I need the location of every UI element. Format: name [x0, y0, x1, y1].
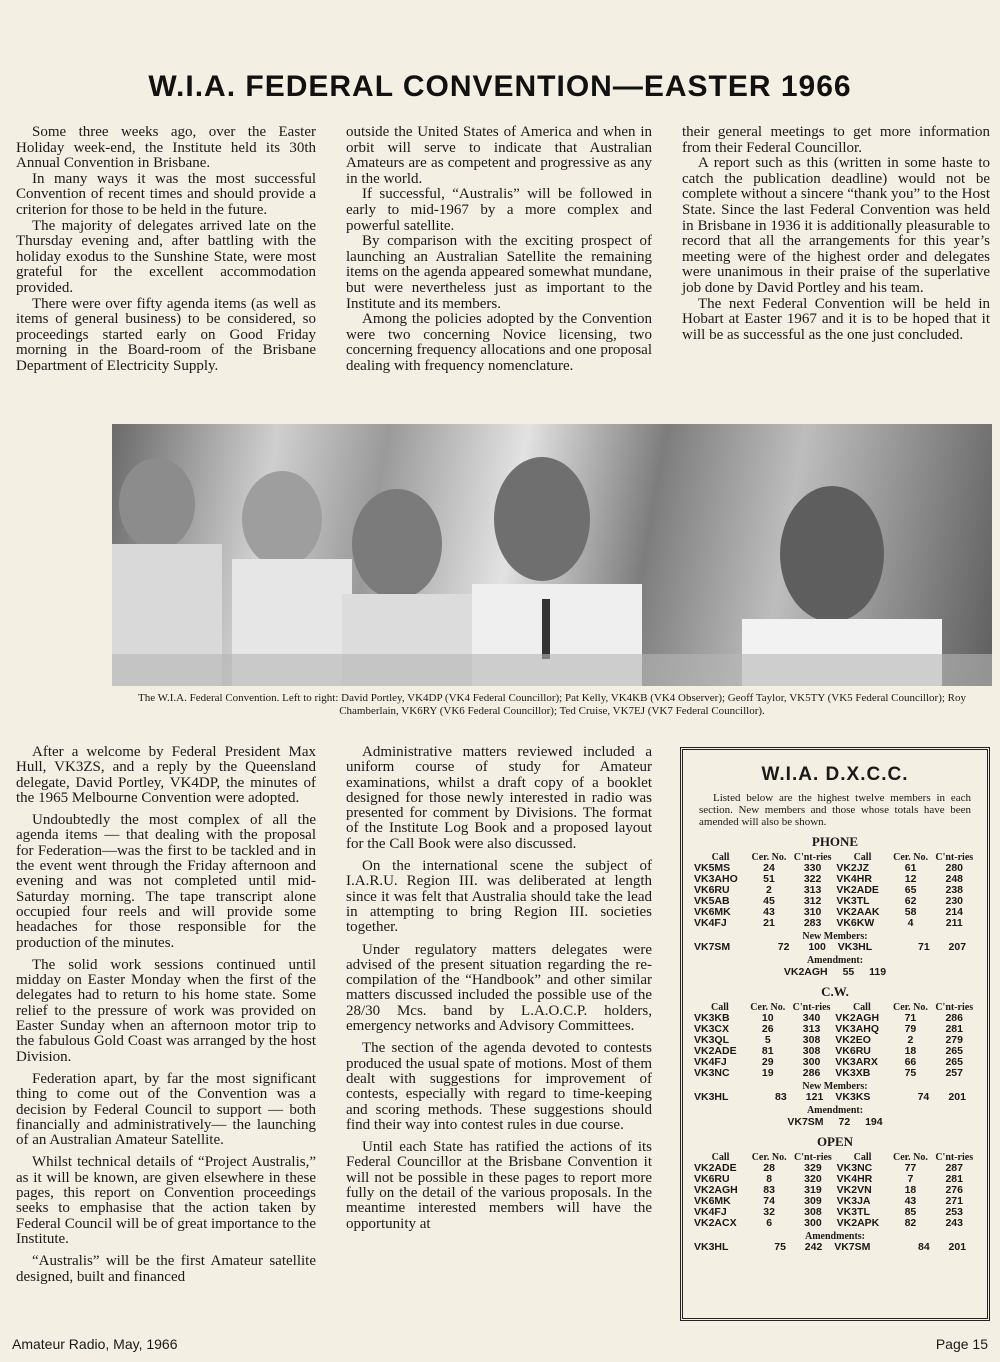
column-header: C'nt-ries: [935, 1002, 974, 1013]
section-heading-phone: PHONE: [811, 834, 859, 849]
table-cell: 21: [763, 917, 775, 929]
table-row: [693, 918, 977, 929]
table-cell: VK2VN: [836, 1184, 872, 1196]
column-header: Cer. No.: [893, 852, 929, 863]
table-cell: 253: [945, 1206, 963, 1218]
table-cell: 211: [945, 917, 963, 929]
table-cell: VK3HL: [694, 1091, 729, 1103]
table-cell: 5: [764, 1034, 771, 1046]
dxcc-box: [680, 747, 990, 1321]
phone-new-members: [693, 942, 977, 953]
cw-table: [693, 1002, 977, 1079]
paragraph: In many ways it was the most successful Convention of recent times and should provide a criterion for those to be held in the future.: [16, 170, 316, 218]
table-cell: VK3HL: [694, 1241, 729, 1253]
table-cell: VK2AGH: [694, 1184, 738, 1196]
paragraph: Federation apart, by far the most significant thing to come out of the Convention was a decision by Federal Council to support — both financially and administratively— the launching of an Australian Amateur Satellite.: [16, 1070, 316, 1149]
table-cell: VK3AHO: [694, 873, 738, 885]
table-cell: 322: [803, 873, 822, 885]
table-row: [693, 1196, 977, 1207]
amend-cert: 72: [838, 1116, 851, 1128]
footer-publication: Amateur Radio, May, 1966: [12, 1336, 178, 1352]
column-header: C'nt-ries: [935, 1152, 974, 1163]
open-rows: [693, 1163, 977, 1229]
table-cell: VK3NC: [836, 1162, 873, 1174]
table-cell: 279: [945, 1034, 963, 1046]
column-header: C'nt-ries: [794, 1152, 832, 1163]
table-cell: VK2JZ: [836, 862, 869, 874]
table-cell: VK2EO: [835, 1034, 871, 1046]
table-cell: VK4HR: [836, 1173, 873, 1185]
table-cell: 6: [766, 1217, 773, 1229]
table-cell: 84: [918, 1241, 930, 1253]
table-cell: 12: [904, 873, 917, 885]
table-cell: 18: [904, 1045, 917, 1057]
table-cell: VK3ARX: [835, 1056, 878, 1068]
table-cell: 77: [904, 1162, 917, 1174]
amend-call: VK7SM: [787, 1116, 824, 1128]
table-row: [693, 874, 977, 885]
table-cell: 75: [774, 1241, 786, 1253]
table-row: [693, 1218, 977, 1229]
table-cell: 313: [802, 1023, 821, 1035]
table-cell: 287: [945, 1162, 963, 1174]
table-cell: VK6MK: [694, 906, 731, 918]
table-cell: 340: [802, 1012, 821, 1024]
column-header: Call: [711, 852, 730, 863]
table-cell: 329: [804, 1162, 822, 1174]
bottom-column-2: [346, 745, 652, 1232]
column-header: Call: [853, 852, 872, 863]
table-cell: VK2ADE: [836, 884, 879, 896]
amendments-label: Amendments:: [805, 1231, 865, 1242]
table-cell: 58: [904, 906, 917, 918]
column-header: C'nt-ries: [793, 852, 832, 863]
table-cell: 238: [945, 884, 964, 896]
table-cell: VK3HL: [837, 941, 873, 953]
paragraph: After a welcome by Federal President Max Hull, VK3ZS, and a reply by the Queensland delegate, David Portley, VK4DP, the minutes of the 1965 Melbourne Convention were adopted.: [16, 744, 316, 806]
table-cell: 2: [907, 1034, 914, 1046]
table-cell: VK6MK: [694, 1195, 731, 1207]
table-row: [693, 942, 977, 953]
paragraph: Whilst technical details of “Project Australis,” as it will be known, are given elsewhere in these pages, this report on Convention proceedings seeks to emphasise that the action taken by Federal Council will be of great importance to the Institute.: [16, 1154, 316, 1247]
table-cell: 312: [803, 895, 822, 907]
new-members-label: New Members:: [802, 1081, 868, 1092]
section-heading-cw: C.W.: [821, 984, 849, 999]
phone-table: [693, 852, 977, 929]
table-cell: VK5AB: [694, 895, 730, 907]
table-cell: 71: [904, 1012, 917, 1024]
paragraph: Some three weeks ago, over the Easter Holiday week-end, the Institute held its 30th Annual Convention in Brisbane.: [16, 124, 316, 172]
table-cell: VK4FJ: [694, 1056, 727, 1068]
table-cell: 286: [945, 1012, 963, 1024]
table-cell: 201: [948, 1241, 967, 1253]
table-cell: VK2ADE: [694, 1045, 737, 1057]
table-cell: 265: [945, 1045, 963, 1057]
paragraph: The solid work sessions continued until midday on Easter Monday when the first of the delegates had to return to his home state. Some relief to the pressure of work was provided on Easter Sunday when an afternoon motor trip to the fabulous Gold Coast was arranged by the host Division.: [16, 956, 316, 1065]
table-row: [693, 1185, 977, 1196]
table-cell: 4: [907, 917, 914, 929]
table-cell: 43: [763, 906, 775, 918]
table-cell: 74: [763, 1195, 775, 1207]
column-header: C'nt-ries: [935, 852, 974, 863]
table-row: [693, 1092, 977, 1103]
table-cell: VK6RU: [694, 1173, 730, 1185]
table-cell: VK6RU: [694, 884, 730, 896]
paragraph: “Australis” will be the first Amateur satellite designed, built and financed: [16, 1253, 316, 1285]
table-cell: 214: [945, 906, 964, 918]
table-cell: 281: [945, 1173, 963, 1185]
table-cell: VK3NC: [694, 1067, 730, 1079]
paragraph: Administrative matters reviewed included a uniform course of study for Amateur examinations, whilst a draft copy of a booklet designed for those newly interested in radio was presented for comment by Divisions. The format of the Institute Log Book and a proposed layout for the Call Book were also discussed.: [346, 744, 652, 852]
dxcc-title: W.I.A. D.X.C.C.: [761, 764, 909, 785]
paragraph: By comparison with the exciting prospect of launching an Australian Satellite the remaining items on the agenda appeared somewhat mundane, but were nevertheless just as important to the Institute and its members.: [346, 233, 652, 312]
table-cell: VK6RU: [835, 1045, 871, 1057]
table-cell: 308: [804, 1206, 822, 1218]
table-cell: 283: [803, 917, 822, 929]
table-cell: 8: [766, 1173, 773, 1185]
amend-cert: 55: [842, 966, 855, 978]
table-cell: 72: [777, 941, 790, 953]
header-row: [693, 852, 977, 863]
amend-call: VK2AGH: [783, 966, 828, 978]
paragraph: their general meetings to get more information from their Federal Councillor.: [682, 124, 990, 156]
table-cell: 83: [775, 1091, 787, 1103]
column-header: Cer. No.: [751, 1152, 787, 1163]
paragraph: On the international scene the subject of I.A.R.U. Region III. was deliberated at length since it was felt that Australia should take the lead in attempting to bring Region III. societies together.: [346, 858, 652, 936]
new-members-label: New Members:: [802, 931, 868, 942]
table-cell: 85: [904, 1206, 917, 1218]
table-cell: 28: [763, 1162, 775, 1174]
table-cell: 66: [904, 1056, 917, 1068]
table-cell: 280: [945, 862, 964, 874]
table-cell: 242: [804, 1241, 823, 1253]
table-cell: 65: [904, 884, 917, 896]
table-cell: 79: [904, 1023, 917, 1035]
paragraph: The majority of delegates arrived late on the Thursday evening and, after battling with the holiday exodus to the Sunshine State, were most grateful for the excellent accommodation provided.: [16, 217, 316, 296]
section-heading-open: OPEN: [816, 1134, 854, 1149]
table-cell: 313: [803, 884, 822, 896]
table-cell: 82: [904, 1217, 917, 1229]
paragraph: outside the United States of America and when in orbit will serve to indicate that Australian Amateurs are as competent and progressive as any in the world.: [346, 124, 652, 187]
paragraph: If successful, “Australis” will be followed in early to mid-1967 by a more complex and powerful satellite.: [346, 186, 652, 234]
table-cell: 319: [804, 1184, 822, 1196]
cw-new-members: [693, 1092, 977, 1103]
table-cell: 276: [945, 1184, 963, 1196]
table-cell: 308: [802, 1034, 821, 1046]
paragraph: Among the policies adopted by the Convention were two concerning Novice licensing, two concerning frequency allocations and one proposal dealing with frequency nomenclature.: [346, 311, 652, 374]
table-cell: 74: [917, 1091, 930, 1103]
open-table: [693, 1152, 977, 1229]
table-cell: VK3QL: [694, 1034, 730, 1046]
table-cell: 71: [918, 941, 930, 953]
table-cell: 81: [761, 1045, 774, 1057]
amendment-label: Amendment:: [806, 955, 864, 966]
cw-amendment: [693, 1116, 977, 1128]
table-cell: 207: [948, 941, 967, 953]
table-cell: VK2ADE: [694, 1162, 737, 1174]
table-cell: VK2APK: [836, 1217, 880, 1229]
table-row: [693, 1163, 977, 1174]
table-row: [693, 896, 977, 907]
column-header: C'nt-ries: [792, 1002, 831, 1013]
column-header: Cer. No.: [750, 1002, 786, 1013]
table-cell: VK4FJ: [694, 917, 727, 929]
table-row: [693, 885, 977, 896]
table-cell: 281: [945, 1023, 963, 1035]
paragraph: Until each State has ratified the actions of its Federal Councillor at the Brisbane Convention it will not be possible in these pages to report more fully on the detail of the various proposals. In the meantime interested members will have the opportunity at: [346, 1139, 652, 1232]
article-title: W.I.A. FEDERAL CONVENTION—EASTER 1966: [148, 70, 852, 103]
table-cell: 83: [763, 1184, 775, 1196]
table-cell: 32: [763, 1206, 775, 1218]
table-cell: 62: [904, 895, 917, 907]
paragraph: The section of the agenda devoted to contests produced the usual spate of motions. Most of them dealt with suggestions for improvement of contests, especially with regard to time-keeping and scoring methods. These suggestions should find their way into contest rules in due course.: [346, 1040, 652, 1133]
table-row: [693, 907, 977, 918]
phone-rows: [693, 863, 977, 929]
table-cell: 61: [904, 862, 917, 874]
table-cell: VK2AGH: [835, 1012, 880, 1024]
column-header: Call: [711, 1152, 730, 1163]
paragraph: A report such as this (written in some haste to catch the publication deadline) would not be complete without a sincere “thank you” to the Host State. Since the last Federal Convention was held in Brisbane in 1936 it is additionally pleasurable to record that all the arrangements for this year’s meeting were of the highest order and delegates were unanimous in their praise of the superlative job done by David Portley and his team.: [682, 155, 990, 296]
table-row: [693, 1242, 977, 1253]
table-cell: 243: [945, 1217, 963, 1229]
table-cell: 43: [904, 1195, 917, 1207]
column-header: Call: [852, 1002, 871, 1013]
table-cell: 7: [907, 1173, 914, 1185]
photo-caption: The W.I.A. Federal Convention. Left to right: David Portley, VK4DP (VK4 Federal Councillor); Pat Kelly, VK4KB (VK4 Observer); Geoff Taylor, VK5TY (VK5 Federal Councillor); Roy Chamberlain, VK6RY (VK6 Federal Councillor); Ted Cruise, VK7EJ (VK7 Federal Councillor).: [137, 692, 967, 717]
amend-countries: 119: [869, 966, 887, 978]
table-cell: 100: [808, 941, 826, 953]
dxcc-intro: Listed below are the highest twelve members in each section. New members and those whose totals have been amended will also be shown.: [699, 792, 971, 828]
footer-page-number: Page 15: [935, 1336, 988, 1352]
column-header: Cer. No.: [892, 1002, 928, 1013]
table-cell: 300: [804, 1217, 822, 1229]
table-cell: 26: [761, 1023, 774, 1035]
top-column-2: [346, 125, 652, 375]
paragraph: The next Federal Convention will be held in Hobart at Easter 1967 and it is to be hoped that it will be as successful as the one just concluded.: [682, 295, 990, 343]
phone-amendment: [693, 966, 977, 978]
table-cell: 330: [803, 862, 822, 874]
table-cell: 18: [904, 1184, 917, 1196]
table-cell: 248: [945, 873, 964, 885]
top-column-1: [16, 125, 316, 375]
bottom-column-1: [16, 745, 316, 1285]
paragraph: Undoubtedly the most complex of all the agenda items — that dealing with the proposal for Federation—was the first to be tackled and in the event went through the Friday afternoon and evening and was not completed until mid-Saturday morning. The tape transcript alone occupied four reels and will provide some headaches for those responsible for the production of the minutes.: [16, 812, 316, 951]
table-cell: VK4HR: [836, 873, 872, 885]
top-column-3: [682, 125, 990, 343]
table-cell: 75: [904, 1067, 917, 1079]
table-cell: VK3TL: [836, 895, 870, 907]
table-cell: VK3TL: [836, 1206, 870, 1218]
table-header: [693, 852, 977, 863]
table-cell: VK3CX: [694, 1023, 730, 1035]
table-cell: VK2ACX: [694, 1217, 737, 1229]
table-cell: VK3JA: [836, 1195, 871, 1207]
table-cell: 257: [945, 1067, 963, 1079]
open-amendments: [693, 1242, 977, 1253]
table-cell: VK7SM: [834, 1241, 871, 1253]
table-cell: VK5MS: [694, 862, 731, 874]
table-cell: 51: [763, 873, 775, 885]
table-cell: VK6KW: [836, 917, 875, 929]
table-cell: 265: [945, 1056, 963, 1068]
table-cell: 309: [804, 1195, 822, 1207]
table-cell: 29: [761, 1056, 774, 1068]
column-header: Call: [853, 1152, 872, 1163]
table-cell: 121: [805, 1091, 824, 1103]
table-cell: VK4FJ: [694, 1206, 727, 1218]
table-cell: 24: [763, 862, 775, 874]
table-cell: 310: [803, 906, 822, 918]
amendment-label: Amendment:: [806, 1105, 864, 1116]
table-cell: VK2AAK: [836, 906, 880, 918]
table-cell: 45: [763, 895, 775, 907]
table-cell: 271: [945, 1195, 963, 1207]
table-cell: 10: [761, 1012, 774, 1024]
table-cell: 286: [802, 1067, 821, 1079]
table-cell: 2: [766, 884, 772, 896]
table-cell: 320: [804, 1173, 822, 1185]
table-cell: VK3XB: [835, 1067, 871, 1079]
column-header: Call: [710, 1002, 729, 1013]
convention-photo: [112, 424, 992, 686]
column-header: Cer. No.: [751, 852, 787, 863]
table-cell: 201: [948, 1091, 966, 1103]
paragraph: Under regulatory matters delegates were advised of the present situation regarding the re-compilation of the “Handbook” and other similar matters discussed included the possible use of the 28/30 Mcs. band by L.A.O.C.P. holders, emergency networks and Advisory Committees.: [346, 941, 652, 1035]
table-cell: 19: [761, 1067, 774, 1079]
table-cell: VK3KB: [694, 1012, 730, 1024]
amend-countries: 194: [865, 1116, 883, 1128]
cw-rows: [693, 1013, 977, 1079]
table-cell: VK3AHQ: [835, 1023, 880, 1035]
table-cell: 300: [802, 1056, 821, 1068]
table-cell: 308: [802, 1045, 821, 1057]
table-cell: VK3KS: [835, 1091, 871, 1103]
column-header: Cer. No.: [892, 1152, 928, 1163]
table-cell: VK7SM: [694, 941, 731, 953]
paragraph: There were over fifty agenda items (as well as items of general business) to be considered, so proceedings started early on Good Friday morning in the Board-room of the Brisbane Department of Electricity Supply.: [16, 295, 316, 374]
table-cell: 230: [945, 895, 964, 907]
table-row: [693, 1068, 977, 1079]
